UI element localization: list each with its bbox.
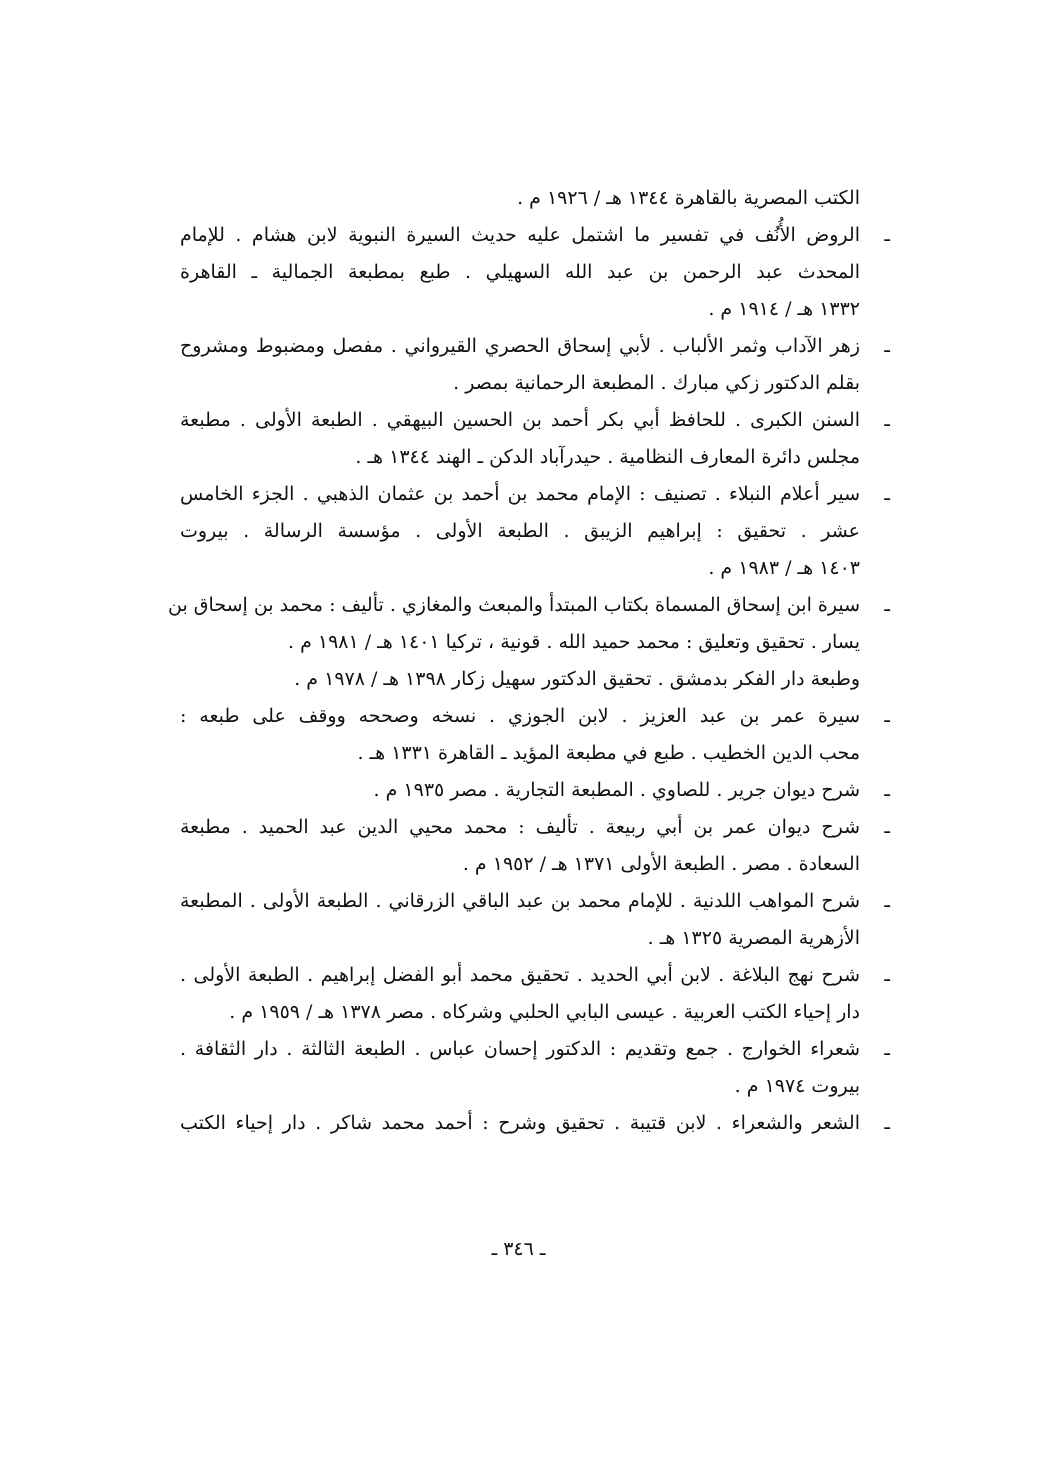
entry-line bbox=[180, 1105, 890, 1142]
entry-text: شرح ديوان جرير . للصاوي . المطبعة التجارية . مصر ١٩٣٥ م . bbox=[373, 779, 860, 801]
bullet-dash: ـ bbox=[884, 224, 890, 246]
bullet-dash: ـ bbox=[884, 335, 890, 357]
bibliography-entry bbox=[180, 883, 890, 957]
entry-line: يسار . تحقيق وتعليق : محمد حميد الله . قونية ، تركيا ١٤٠١ هـ / ١٩٨١ م . bbox=[287, 631, 860, 653]
entry-line bbox=[180, 698, 890, 735]
bullet-dash: ـ bbox=[884, 594, 890, 616]
entry-text: السنن الكبرى . للحافظ أبي بكر أحمد بن الحسين البيهقي . الطبعة الأولى . مطبعة bbox=[180, 409, 860, 431]
bullet-dash: ـ bbox=[884, 779, 890, 801]
bibliography-entry bbox=[180, 772, 890, 809]
bibliography-page bbox=[168, 180, 890, 1142]
bullet-dash: ـ bbox=[884, 705, 890, 727]
entry-line: ١٤٠٣ هـ / ١٩٨٣ م . bbox=[708, 557, 860, 579]
entry-line bbox=[180, 957, 890, 994]
entry-text: الروض الأُنُف في تفسير ما اشتمل عليه حديث السيرة النبوية لابن هشام . للإمام bbox=[180, 224, 860, 246]
entry-text: زهر الآداب وثمر الألباب . لأبي إسحاق الحصري القيرواني . مفصل ومضبوط ومشروح bbox=[180, 335, 860, 357]
entry-line bbox=[180, 402, 890, 439]
entry-line: السعادة . مصر . الطبعة الأولى ١٣٧١ هـ / ١٩٥٢ م . bbox=[462, 853, 860, 875]
bibliography-entry bbox=[168, 587, 890, 698]
entry-line bbox=[180, 217, 890, 254]
entry-line: ١٣٣٢ هـ / ١٩١٤ م . bbox=[708, 298, 860, 320]
entry-text: سير أعلام النبلاء . تصنيف : الإمام محمد بن أحمد بن عثمان الذهبي . الجزء الخامس bbox=[180, 483, 860, 505]
entry-line: الأزهرية المصرية ١٣٢٥ هـ . bbox=[647, 927, 860, 949]
bullet-dash: ـ bbox=[884, 890, 890, 912]
entry-line bbox=[180, 883, 890, 920]
entry-text: شرح المواهب اللدنية . للإمام محمد بن عبد الباقي الزرقاني . الطبعة الأولى . المطبعة bbox=[180, 890, 860, 912]
entry-line: عشر . تحقيق : إبراهيم الزيبق . الطبعة الأولى . مؤسسة الرسالة . بيروت bbox=[180, 520, 860, 542]
bullet-dash: ـ bbox=[884, 816, 890, 838]
entry-text: شرح نهج البلاغة . لابن أبي الحديد . تحقيق محمد أبو الفضل إبراهيم . الطبعة الأولى . bbox=[180, 964, 860, 986]
entry-text: شعراء الخوارج . جمع وتقديم : الدكتور إحسان عباس . الطبعة الثالثة . دار الثقافة . bbox=[180, 1038, 860, 1060]
bibliography-entry bbox=[180, 1105, 890, 1142]
entry-line: المحدث عبد الرحمن بن عبد الله السهيلي . طبع بمطبعة الجمالية ـ القاهرة bbox=[180, 261, 860, 283]
entry-line bbox=[180, 809, 890, 846]
entry-line bbox=[180, 1031, 890, 1068]
entry-text: شرح ديوان عمر بن أبي ربيعة . تأليف : محمد محيي الدين عبد الحميد . مطبعة bbox=[180, 816, 860, 838]
bibliography-entry bbox=[180, 217, 890, 328]
entry-line bbox=[168, 587, 890, 624]
entry-text: سيرة عمر بن عبد العزيز . لابن الجوزي . نسخه وصححه ووقف على طبعه : bbox=[180, 705, 860, 727]
page-number: ـ ٣٤٦ ـ bbox=[491, 1238, 546, 1260]
bullet-dash: ـ bbox=[884, 964, 890, 986]
entry-line bbox=[180, 328, 890, 365]
entry-line: وطبعة دار الفكر بدمشق . تحقيق الدكتور سهيل زكار ١٣٩٨ هـ / ١٩٧٨ م . bbox=[294, 668, 860, 690]
bullet-dash: ـ bbox=[884, 1038, 890, 1060]
bibliography-entry bbox=[180, 809, 890, 883]
entry-text: سيرة ابن إسحاق المسماة بكتاب المبتدأ والمبعث والمغازي . تأليف : محمد بن إسحاق بن bbox=[168, 594, 860, 616]
entry-line: دار إحياء الكتب العربية . عيسى البابي الحلبي وشركاه . مصر ١٣٧٨ هـ / ١٩٥٩ م . bbox=[229, 1001, 860, 1023]
bibliography-entry bbox=[180, 328, 890, 402]
entry-text: الشعر والشعراء . لابن قتيبة . تحقيق وشرح : أحمد محمد شاكر . دار إحياء الكتب bbox=[180, 1112, 860, 1134]
bibliography-entry bbox=[180, 957, 890, 1031]
entry-line: مجلس دائرة المعارف النظامية . حيدرآباد الدكن ـ الهند ١٣٤٤ هـ . bbox=[355, 446, 860, 468]
continuation-line: الكتب المصرية بالقاهرة ١٣٤٤ هـ / ١٩٢٦ م . bbox=[517, 187, 860, 209]
entry-line bbox=[180, 476, 890, 513]
bullet-dash: ـ bbox=[884, 1112, 890, 1134]
bullet-dash: ـ bbox=[884, 483, 890, 505]
entry-line: بقلم الدكتور زكي مبارك . المطبعة الرحمانية بمصر . bbox=[453, 372, 860, 394]
bullet-dash: ـ bbox=[884, 409, 890, 431]
entry-line bbox=[180, 772, 890, 809]
bibliography-entry bbox=[180, 1031, 890, 1105]
entry-line: محب الدين الخطيب . طبع في مطبعة المؤيد ـ القاهرة ١٣٣١ هـ . bbox=[357, 742, 860, 764]
bibliography-entry bbox=[180, 476, 890, 587]
entry-line: بيروت ١٩٧٤ م . bbox=[734, 1075, 860, 1097]
bibliography-entry bbox=[180, 698, 890, 772]
bibliography-entry bbox=[180, 402, 890, 476]
